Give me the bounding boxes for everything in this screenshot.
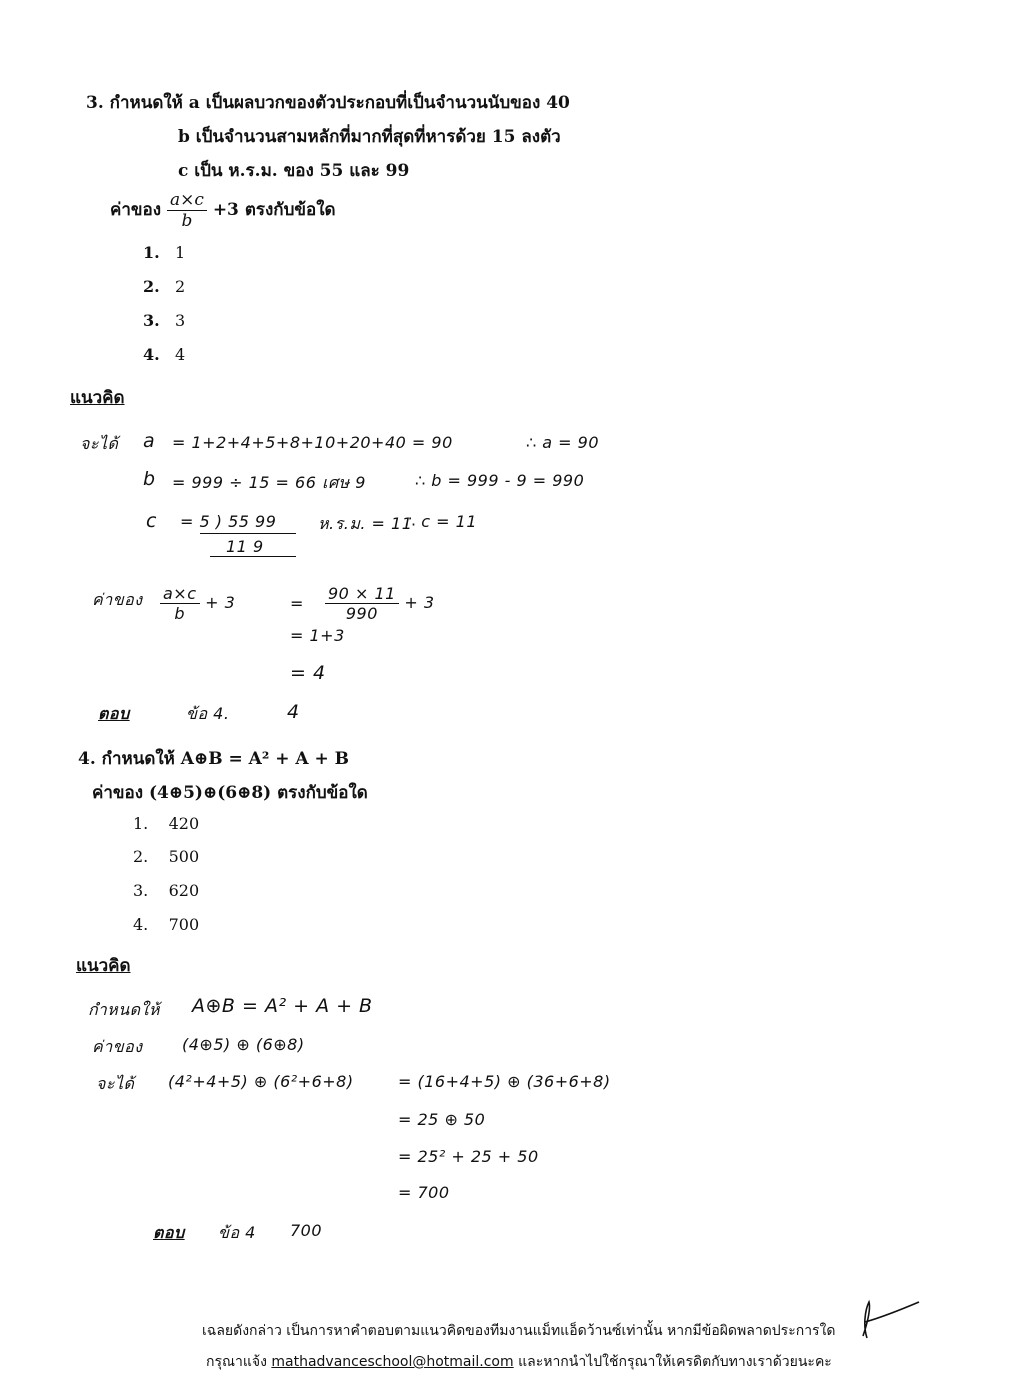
q3-ask-fraction — [167, 190, 207, 231]
q4-work-step1-right: = (16+4+5) ⊕ (36+6+8) — [398, 1072, 611, 1091]
fraction-denominator: b — [174, 604, 186, 623]
fraction-numerator: a×c — [160, 584, 200, 604]
choice-value: 1 — [174, 243, 186, 262]
choice-value: 700 — [168, 915, 200, 934]
q3-work-eq3: = 4 — [290, 662, 326, 684]
q3-ask-prefix: ค่าของ — [110, 200, 162, 220]
q4-work-step3: = 25² + 25 + 50 — [398, 1147, 539, 1166]
fraction-denominator: 990 — [345, 604, 378, 623]
q4-work-value-label: ค่าของ — [92, 1037, 143, 1056]
q3-ask-num: a×c — [167, 190, 207, 211]
q4-choice-4 — [133, 915, 199, 934]
q3-choice-4 — [143, 345, 185, 364]
q3-answer-label: ตอบ — [98, 704, 130, 723]
choice-number: 3. — [133, 881, 149, 900]
q3-work-c-label: c — [146, 510, 157, 532]
q3-work-c-therefore: ∴ c = 11 — [405, 512, 477, 531]
q3-line1: 3. กำหนดให้ a เป็นผลบวกของตัวประกอบที่เป็นจำนวนนับของ 40 — [86, 93, 570, 113]
q4-answer-value: 700 — [290, 1221, 323, 1240]
q4-question: ค่าของ (4⊕5)⊕(6⊕8) ตรงกับข้อใด — [92, 783, 368, 803]
q3-work-c-quotient: 11 9 — [226, 537, 264, 556]
choice-number: 3. — [143, 311, 160, 330]
choice-number: 1. — [133, 814, 149, 833]
q3-choice-1 — [143, 243, 185, 262]
q4-choice-3 — [133, 881, 199, 900]
q3-work-b-expr: = 999 ÷ 15 = 66 เศษ 9 — [172, 473, 366, 492]
q3-ask-den: b — [181, 211, 193, 231]
choice-number: 2. — [133, 847, 149, 866]
choice-value: 4 — [174, 345, 186, 364]
q3-answer-choice: ข้อ 4. — [186, 704, 230, 723]
choice-value: 500 — [168, 847, 200, 866]
q3-work-b-therefore: ∴ b = 999 - 9 = 990 — [415, 471, 585, 490]
q3-method-heading: แนวคิด — [70, 388, 125, 408]
fraction-numerator: 90 × 11 — [325, 584, 399, 604]
q3-ask-suffix: ตรงกับข้อใด — [244, 200, 336, 220]
q4-choice-2 — [133, 847, 199, 866]
q4-method-heading: แนวคิด — [76, 956, 131, 976]
choice-value: 620 — [168, 881, 200, 900]
q3-work-value-expr — [160, 584, 235, 623]
q3-work-division-bar — [200, 533, 296, 534]
q3-work-c-gcd: ห.ร.ม. = 11 — [318, 514, 413, 533]
q3-work-c-division: = 5 ) 55 99 — [180, 512, 277, 531]
q3-work-jadai: จะได้ — [80, 434, 119, 453]
choice-number: 4. — [143, 345, 160, 364]
q3-work-val-plus: + 3 — [205, 593, 236, 612]
q4-work-def-label: กำหนดให้ — [88, 1000, 160, 1019]
q4-answer-choice: ข้อ 4 — [218, 1223, 256, 1242]
q3-question — [110, 190, 336, 231]
q4-work-step1-left: (4²+4+5) ⊕ (6²+6+8) — [168, 1072, 354, 1091]
signature-mark — [855, 1296, 925, 1346]
q3-work-eq1-sign: = — [290, 594, 304, 613]
q3-work-eq1-expr — [325, 584, 435, 623]
choice-number: 4. — [133, 915, 149, 934]
q4-work-step4: = 700 — [398, 1183, 450, 1202]
q4-choice-1 — [133, 814, 199, 833]
q3-ask-plus: +3 — [212, 200, 239, 220]
q3-work-a-label: a — [143, 430, 156, 452]
q4-line1: 4. กำหนดให้ A⊕B = A² + A + B — [78, 749, 350, 769]
q3-work-a-therefore: ∴ a = 90 — [526, 433, 600, 452]
q3-work-val-fraction — [160, 584, 200, 623]
q4-answer-label: ตอบ — [153, 1223, 185, 1242]
q4-work-jadai: จะได้ — [96, 1074, 135, 1093]
q3-work-quotient-bar — [210, 556, 296, 557]
q3-answer-value: 4 — [287, 701, 300, 723]
q3-work-a-expr: = 1+2+4+5+8+10+20+40 = 90 — [172, 433, 453, 452]
choice-number: 2. — [143, 277, 160, 296]
q4-work-value-expr: (4⊕5) ⊕ (6⊕8) — [182, 1035, 305, 1054]
choice-value: 3 — [174, 311, 186, 330]
choice-value: 420 — [168, 814, 200, 833]
q3-work-eq2: = 1+3 — [290, 626, 345, 645]
q3-work-eq1-fraction — [325, 584, 399, 623]
choice-value: 2 — [174, 277, 186, 296]
q3-line3: c เป็น ห.ร.ม. ของ 55 และ 99 — [178, 161, 410, 181]
footer-email-link[interactable]: mathadvanceschool@hotmail.com — [271, 1354, 514, 1370]
q3-line2: b เป็นจำนวนสามหลักที่มากที่สุดที่หารด้วย 15 ลงตัว — [178, 127, 561, 147]
q3-work-value-label: ค่าของ — [92, 590, 143, 609]
q3-choice-3 — [143, 311, 185, 330]
footer-line2 — [206, 1351, 832, 1373]
q3-choice-2 — [143, 277, 185, 296]
q3-work-eq1-plus: + 3 — [404, 593, 435, 612]
choice-number: 1. — [143, 243, 160, 262]
footer-line1: เฉลยดังกล่าว เป็นการหาคำตอบตามแนวคิดของทีมงานแม็ทแอ็ดว้านซ์เท่านั้น หากมีข้อผิดพลาดประการใด — [202, 1323, 836, 1339]
q3-work-b-label: b — [143, 468, 156, 490]
footer-line2-suffix: และหากนำไปใช้กรุณาให้เครดิตกับทางเราด้วยนะคะ — [518, 1354, 832, 1370]
footer-line2-prefix: กรุณาแจ้ง — [206, 1354, 267, 1370]
q4-work-step2: = 25 ⊕ 50 — [398, 1110, 486, 1129]
q4-work-def-expr: A⊕B = A² + A + B — [192, 995, 373, 1017]
